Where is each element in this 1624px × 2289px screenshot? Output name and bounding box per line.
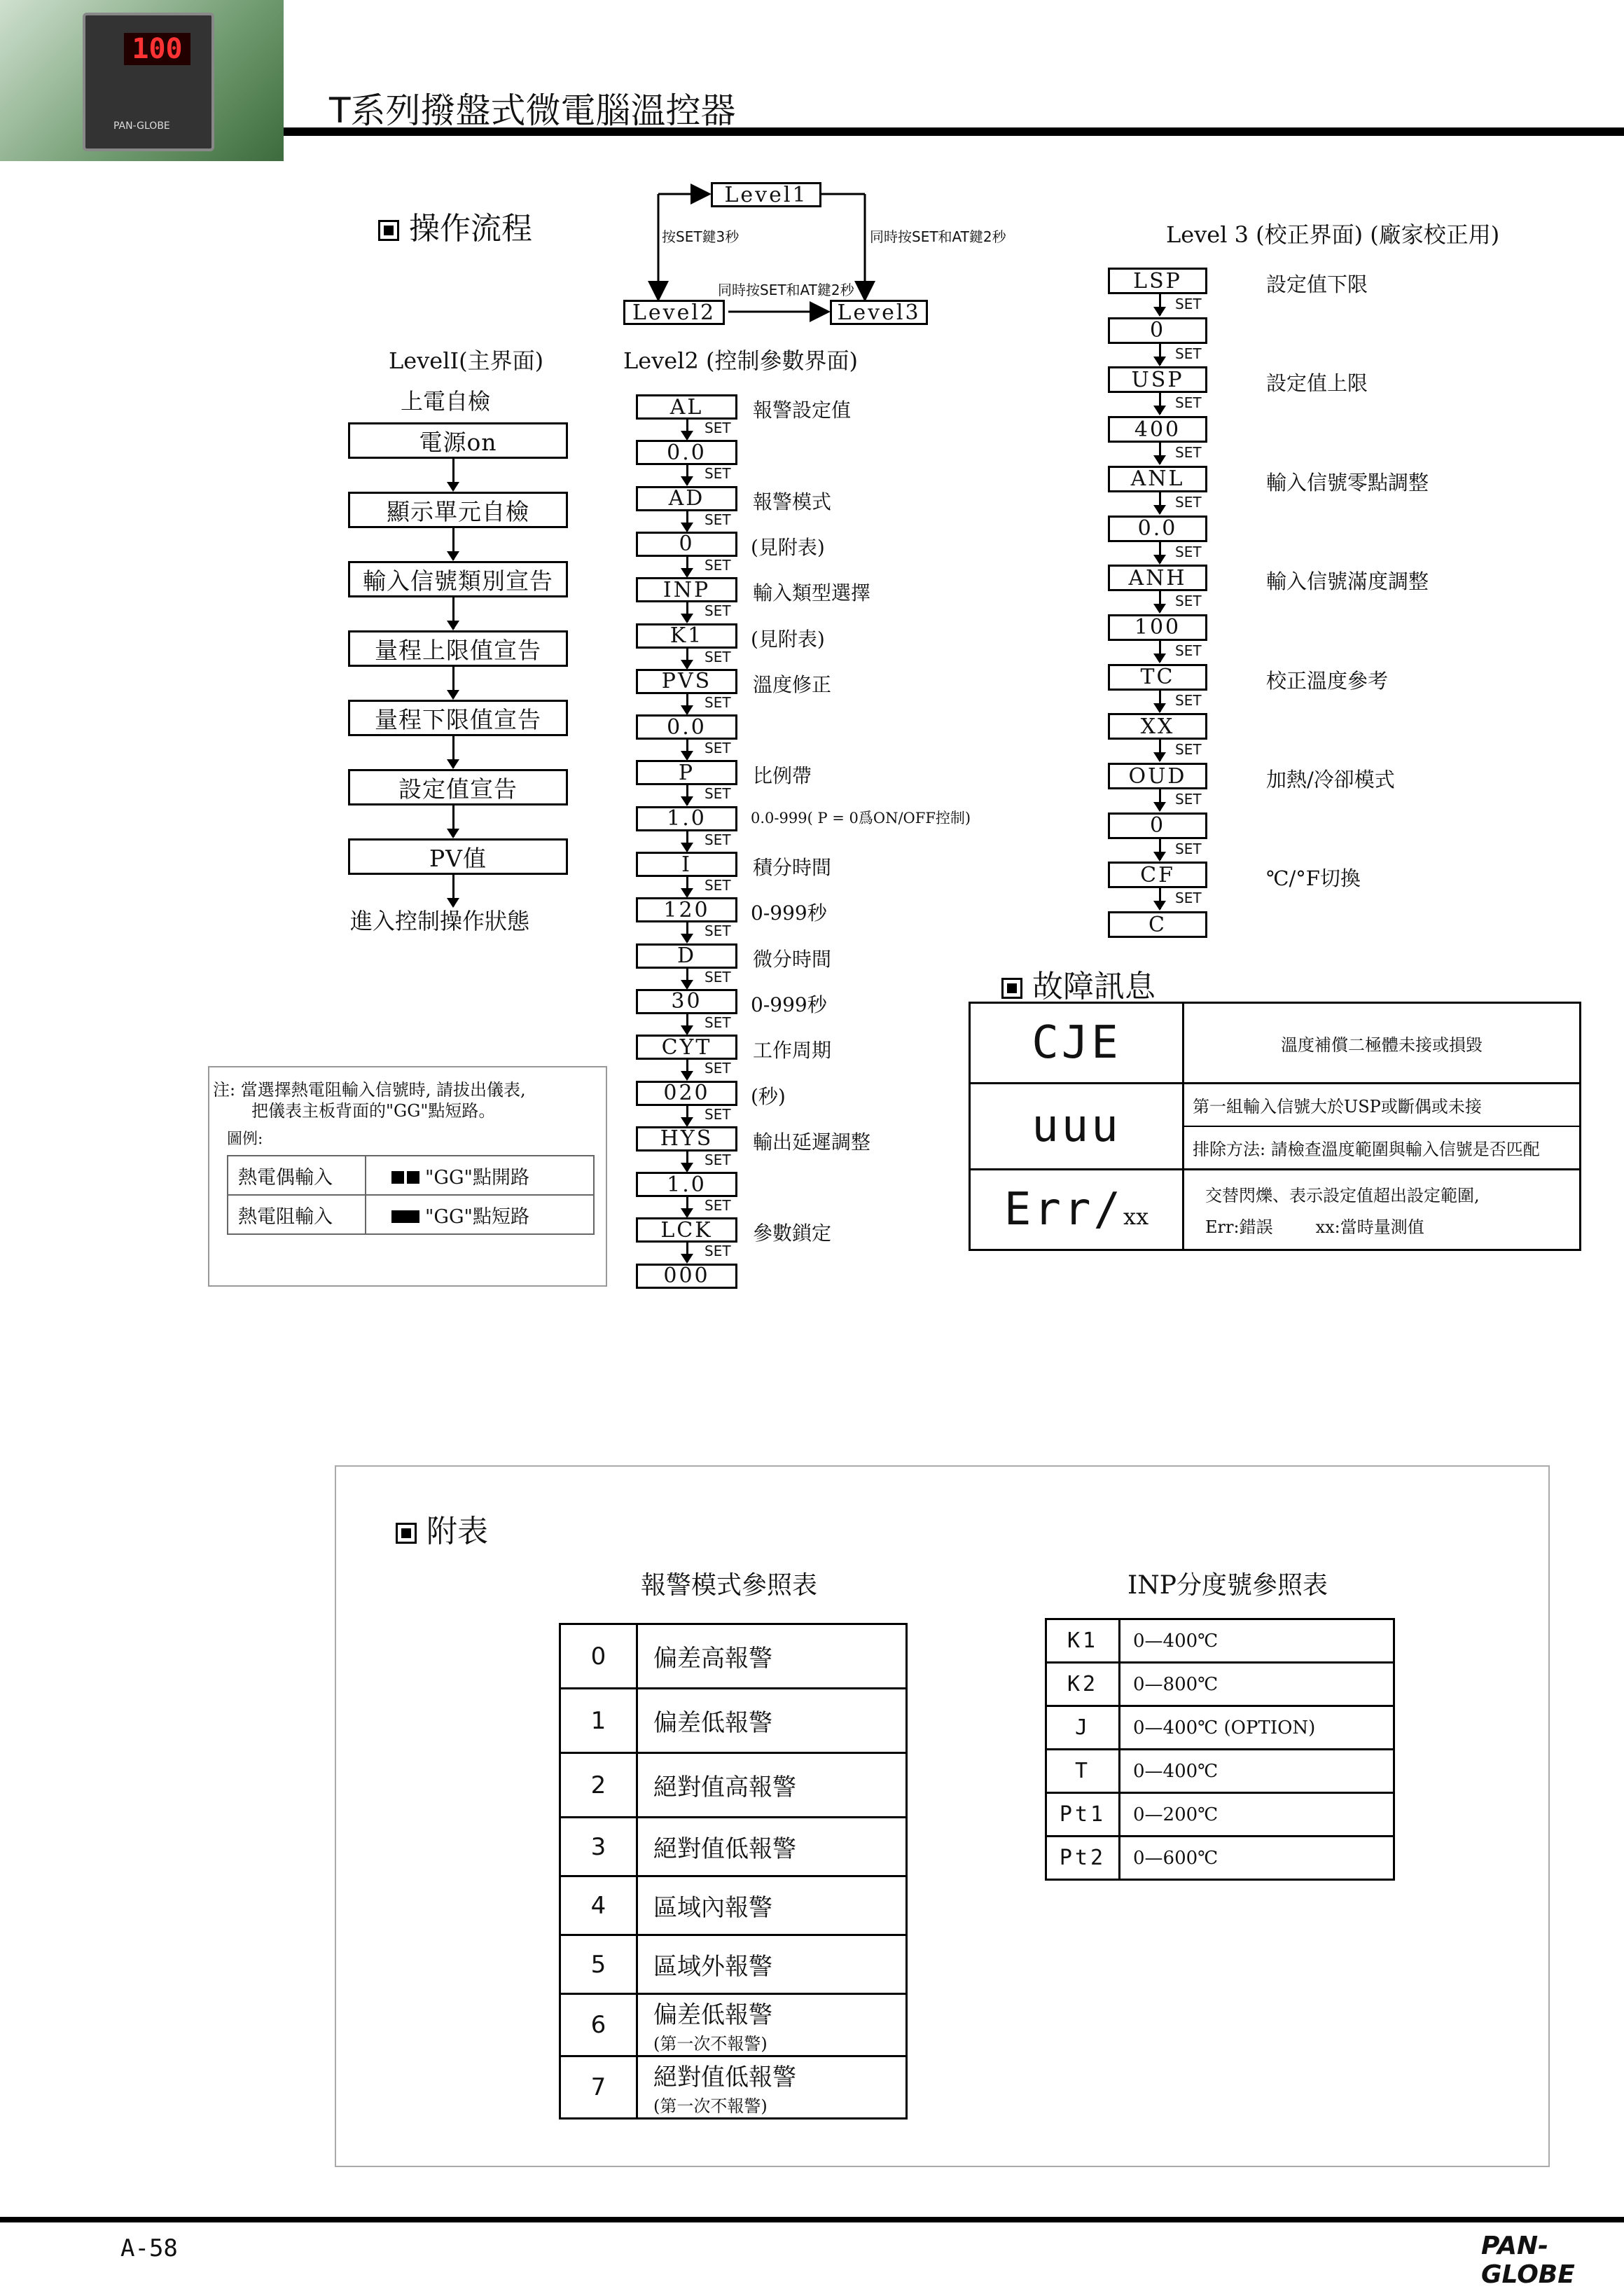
fault-desc: Err:錯誤 xx:當時量測值 (1205, 1217, 1424, 1237)
level2-param-box: AD (636, 486, 737, 511)
level3-param-box: XX (1108, 713, 1207, 740)
bullet-square-icon (378, 220, 399, 241)
alarm-mode-name: 偏差高報警 (653, 1645, 772, 1673)
alarm-mode-name: 區域外報警 (653, 1953, 772, 1981)
down-arrow-icon (1159, 393, 1161, 414)
down-arrow-icon (1159, 492, 1161, 513)
set-label: SET (1175, 394, 1202, 412)
set-label: SET (1175, 840, 1202, 857)
down-arrow-icon (686, 420, 688, 439)
alarm-mode-name: 偏差低報警 (653, 2001, 772, 2029)
alarm-row (560, 1818, 907, 1876)
bullet-square-icon (1001, 978, 1022, 999)
level2-param-box: 0 (636, 532, 737, 557)
level1-step: 量程下限值宣告 (348, 700, 568, 736)
set-label: SET (1175, 791, 1202, 808)
down-arrow-icon (452, 528, 454, 560)
level2-param-desc: (見附表) (751, 535, 825, 559)
inp-code: Pt2 (1046, 1837, 1120, 1880)
down-arrow-icon (1159, 888, 1161, 909)
level3-param-desc: 加熱/冷卻模式 (1266, 768, 1395, 791)
alarm-mode-cell (637, 1753, 907, 1818)
alarm-row (560, 1753, 907, 1818)
fault-code-cell (970, 1170, 1184, 1250)
set-label: SET (705, 740, 731, 757)
level3-param-box: ANL (1108, 466, 1207, 492)
level1-box: Level1 (711, 182, 821, 207)
set-label: SET (1175, 296, 1202, 312)
page-number: A-58 (120, 2234, 178, 2262)
fault-desc: 排除方法: 請檢查溫度範圍與輸入信號是否匹配 (1193, 1140, 1540, 1159)
level3-param-box: CF (1108, 862, 1207, 888)
level1-title: LevelI(主界面) (389, 347, 544, 374)
level2-param-box: I (636, 852, 737, 877)
level2-param-desc: 參數鎖定 (753, 1222, 832, 1245)
inp-row (1046, 1793, 1394, 1837)
note-box (208, 1066, 607, 1287)
set-label: SET (1175, 691, 1202, 709)
level1-step: 電源on (348, 422, 568, 459)
level3-param-box: 0 (1108, 812, 1207, 839)
level3-param-box: 400 (1108, 416, 1207, 443)
note-line2: 把儀表主板背面的"GG"點短路。 (251, 1101, 496, 1121)
down-arrow-icon (686, 557, 688, 576)
level2-param-desc: 溫度修正 (753, 672, 832, 696)
down-arrow-icon (686, 649, 688, 668)
down-arrow-icon (452, 597, 454, 629)
down-arrow-icon (1159, 591, 1161, 612)
level3-title: Level 3 (校正界面) (廠家校正用) (1166, 221, 1500, 248)
alarm-mode-cell (637, 1624, 907, 1689)
down-arrow-icon (686, 1106, 688, 1126)
level3-param-box: C (1108, 911, 1207, 938)
inp-range: 0—600℃ (1120, 1837, 1394, 1880)
note-row-label: 熱電偶輸入 (228, 1156, 366, 1195)
level2-param-box: 1.0 (636, 1172, 737, 1197)
inp-row (1046, 1837, 1394, 1880)
down-arrow-icon (1159, 443, 1161, 464)
set-label: SET (1175, 493, 1202, 511)
fault-desc: 交替閃爍、表示設定值超出設定範圍, (1205, 1186, 1480, 1205)
down-arrow-icon (686, 1060, 688, 1079)
level3-param-box: LSP (1108, 268, 1207, 294)
inp-code: K1 (1046, 1619, 1120, 1663)
level3-param-box: 0 (1108, 317, 1207, 344)
down-arrow-icon (1159, 641, 1161, 662)
level2-param-desc: 0-999秒 (751, 901, 827, 925)
set-label: SET (705, 785, 731, 803)
level2-param-box: 0.0 (636, 440, 737, 465)
set-label: SET (1175, 890, 1202, 907)
level3-param-box: 0.0 (1108, 516, 1207, 542)
down-arrow-icon (452, 459, 454, 490)
down-arrow-icon (452, 667, 454, 698)
level1-step: 設定值宣告 (348, 769, 568, 805)
level2-param-box: LCK (636, 1217, 737, 1243)
alarm-mode-number: 5 (560, 1935, 637, 1994)
inp-code: Pt1 (1046, 1793, 1120, 1837)
level2-param-box: D (636, 943, 737, 969)
alarm-mode-note: (第一次不報警) (653, 2096, 768, 2116)
set-label: SET (1175, 543, 1202, 560)
level1-step: 輸入信號類別宣告 (348, 561, 568, 597)
down-arrow-icon (1159, 542, 1161, 563)
inp-row (1046, 1619, 1394, 1663)
down-arrow-icon (452, 875, 454, 906)
down-arrow-icon (1159, 344, 1161, 365)
inp-row (1046, 1706, 1394, 1750)
alarm-mode-cell (637, 1876, 907, 1935)
level2-param-box: K1 (636, 623, 737, 649)
level2-param-box: 120 (636, 897, 737, 922)
alarm-row (560, 1994, 907, 2056)
down-arrow-icon (686, 1014, 688, 1034)
alarm-mode-number: 2 (560, 1753, 637, 1818)
alarm-mode-number: 6 (560, 1994, 637, 2056)
alarm-mode-name: 偏差低報警 (653, 1709, 772, 1737)
section-heading-appendix: 附表 (396, 1506, 488, 1551)
level2-param-box: 0.0 (636, 714, 737, 740)
bullet-square-icon (396, 1523, 417, 1544)
device-brand: PAN-GLOBE (113, 120, 170, 132)
level3-param-box: ANH (1108, 565, 1207, 591)
level2-param-desc: 積分時間 (753, 856, 832, 879)
alarm-mode-cell (637, 1935, 907, 1994)
alarm-mode-number: 0 (560, 1624, 637, 1689)
down-arrow-icon (1159, 294, 1161, 315)
alarm-row (560, 1935, 907, 1994)
alarm-row (560, 1624, 907, 1689)
level2-param-desc: 輸入類型選擇 (753, 581, 871, 605)
footer-rule (0, 2217, 1624, 2222)
level3-param-desc: 輸入信號滿度調整 (1266, 569, 1429, 594)
alarm-table-title: 報警模式參照表 (641, 1571, 818, 1600)
alarm-mode-cell (637, 1994, 907, 2056)
alarm-mode-name: 區域內報警 (653, 1894, 772, 1922)
alarm-mode-note: (第一次不報警) (653, 2034, 768, 2054)
level3-param-desc: 設定值上限 (1266, 371, 1368, 396)
down-arrow-icon (1159, 839, 1161, 860)
inp-code: T (1046, 1750, 1120, 1793)
down-arrow-icon (1159, 740, 1161, 761)
level3-param-box: 100 (1108, 614, 1207, 641)
down-arrow-icon (686, 922, 688, 942)
section-heading-flow: 操作流程 (378, 203, 532, 248)
note-right: 同時按SET和AT鍵2秒 (870, 228, 1006, 245)
inp-table-title: INP分度號參照表 (1127, 1571, 1328, 1600)
set-label: SET (705, 1243, 731, 1260)
alarm-mode-cell (637, 1818, 907, 1876)
fault-code: uuu (970, 1084, 1184, 1170)
down-arrow-icon (686, 831, 688, 851)
alarm-table (559, 1623, 908, 2119)
set-label: SET (705, 556, 731, 574)
fault-code: CJE (970, 1003, 1184, 1084)
fault-code: Err/ (1004, 1184, 1124, 1236)
level2-param-box: 30 (636, 989, 737, 1014)
fault-code-sub: xx (1123, 1203, 1149, 1230)
set-label: SET (705, 1151, 731, 1168)
down-arrow-icon (1159, 691, 1161, 712)
level2-param-box: 000 (636, 1264, 737, 1289)
set-label: SET (705, 648, 731, 665)
inp-range: 0—200℃ (1120, 1793, 1394, 1837)
set-label: SET (705, 511, 731, 528)
level2-param-desc: 輸出延遲調整 (753, 1130, 871, 1154)
inp-range: 0—400℃ (OPTION) (1120, 1706, 1394, 1750)
level3-param-desc: 設定值下限 (1266, 272, 1368, 296)
level2-param-box: CYT (636, 1035, 737, 1060)
inp-range: 0—800℃ (1120, 1663, 1394, 1706)
down-arrow-icon (686, 1152, 688, 1171)
down-arrow-icon (452, 805, 454, 837)
down-arrow-icon (452, 736, 454, 768)
fault-table (969, 1002, 1581, 1251)
level2-param-box: PVS (636, 669, 737, 694)
fault-desc: 溫度補償二極體未接或損毀 (1184, 1003, 1581, 1084)
alarm-mode-cell (637, 2056, 907, 2119)
section-heading-faults: 故障訊息 (1001, 961, 1155, 1006)
set-label: SET (705, 831, 731, 848)
level1-step: 量程上限值宣告 (348, 630, 568, 667)
note-legend: 圖例: (227, 1130, 263, 1148)
level2-param-desc: 報警模式 (753, 490, 832, 513)
down-arrow-icon (686, 465, 688, 485)
inp-row (1046, 1663, 1394, 1706)
level1-step: PV值 (348, 838, 568, 875)
set-label: SET (705, 1060, 731, 1077)
set-label: SET (705, 602, 731, 620)
level3-param-desc: 輸入信號零點調整 (1266, 470, 1429, 495)
alarm-mode-number: 4 (560, 1876, 637, 1935)
level2-param-desc: 0-999秒 (751, 993, 827, 1016)
down-arrow-icon (686, 877, 688, 897)
level2-param-box: 020 (636, 1081, 737, 1106)
set-label: SET (1175, 444, 1202, 462)
level2-param-box: INP (636, 577, 737, 602)
set-label: SET (1175, 345, 1202, 362)
alarm-row (560, 1876, 907, 1935)
alarm-row (560, 1689, 907, 1753)
note-line1: 注: 當選擇熱電阻輸入信號時, 請拔出儀表, (213, 1080, 526, 1100)
level2-box: Level2 (623, 300, 725, 325)
down-arrow-icon (686, 969, 688, 988)
level3-param-box: TC (1108, 664, 1207, 691)
inp-row (1046, 1750, 1394, 1793)
note-row-text: "GG"點短路 (425, 1205, 529, 1228)
level2-param-desc: 報警設定值 (753, 399, 852, 422)
note-mid: 同時按SET和AT鍵2秒 (718, 282, 854, 298)
alarm-mode-number: 3 (560, 1818, 637, 1876)
fault-desc: 第一組輸入信號大於USP或斷偶或未接 (1184, 1084, 1579, 1127)
level2-param-desc: (見附表) (751, 627, 825, 651)
level2-param-box: 1.0 (636, 806, 737, 831)
alarm-mode-number: 1 (560, 1689, 637, 1753)
down-arrow-icon (686, 694, 688, 714)
footer-brand: PAN-GLOBE (1481, 2232, 1575, 2289)
level1-end: 進入控制操作狀態 (350, 908, 530, 934)
inp-code: K2 (1046, 1663, 1120, 1706)
alarm-mode-name: 絕對值低報警 (653, 2063, 796, 2091)
set-label: SET (1175, 741, 1202, 759)
set-label: SET (705, 877, 731, 894)
level2-param-desc: (秒) (751, 1084, 786, 1108)
set-label: SET (1175, 642, 1202, 659)
inp-range: 0—400℃ (1120, 1750, 1394, 1793)
level3-param-desc: ℃/°F切換 (1266, 866, 1361, 891)
inp-table (1045, 1618, 1395, 1881)
down-arrow-icon (686, 1243, 688, 1262)
down-arrow-icon (686, 740, 688, 759)
set-label: SET (1175, 593, 1202, 610)
alarm-mode-number: 7 (560, 2056, 637, 2119)
alarm-mode-name: 絕對值低報警 (653, 1835, 796, 1863)
set-label: SET (705, 1014, 731, 1031)
note-table (227, 1155, 595, 1235)
level2-param-box: P (636, 760, 737, 785)
inp-range: 0—400℃ (1120, 1619, 1394, 1663)
level2-param-desc: 0.0-999( P = 0爲ON/OFF控制) (751, 809, 971, 827)
device-readout: 100 (124, 33, 190, 65)
note-left: 按SET鍵3秒 (662, 228, 740, 245)
level3-param-box: OUD (1108, 763, 1207, 789)
level3-box: Level3 (830, 300, 928, 325)
level3-param-desc: 校正溫度參考 (1266, 668, 1389, 693)
alarm-row (560, 2056, 907, 2119)
note-row-text: "GG"點開路 (425, 1166, 529, 1189)
level2-title: Level2 (控制參數界面) (623, 347, 858, 374)
set-label: SET (705, 968, 731, 986)
set-label: SET (705, 693, 731, 711)
down-arrow-icon (1159, 789, 1161, 810)
level2-param-box: AL (636, 394, 737, 420)
inp-code: J (1046, 1706, 1120, 1750)
set-label: SET (705, 420, 731, 436)
level2-param-desc: 工作周期 (753, 1039, 832, 1063)
set-label: SET (705, 465, 731, 483)
down-arrow-icon (686, 1197, 688, 1217)
set-label: SET (705, 1105, 731, 1123)
level2-param-desc: 比例帶 (753, 764, 812, 788)
level3-param-box: USP (1108, 366, 1207, 393)
level2-param-box: HYS (636, 1126, 737, 1152)
alarm-mode-cell (637, 1689, 907, 1753)
level2-param-desc: 微分時間 (753, 947, 832, 971)
note-row-label: 熱電阻輸入 (228, 1195, 366, 1234)
device-photo (0, 0, 284, 161)
set-label: SET (705, 922, 731, 940)
alarm-mode-name: 絕對值高報警 (653, 1773, 796, 1802)
down-arrow-icon (686, 602, 688, 622)
down-arrow-icon (686, 511, 688, 531)
set-label: SET (705, 1197, 731, 1215)
level1-subtitle: 上電自檢 (401, 388, 491, 415)
down-arrow-icon (686, 785, 688, 805)
page-title: T系列撥盤式微電腦溫控器 (329, 90, 736, 131)
level1-step: 顯示單元自檢 (348, 492, 568, 528)
